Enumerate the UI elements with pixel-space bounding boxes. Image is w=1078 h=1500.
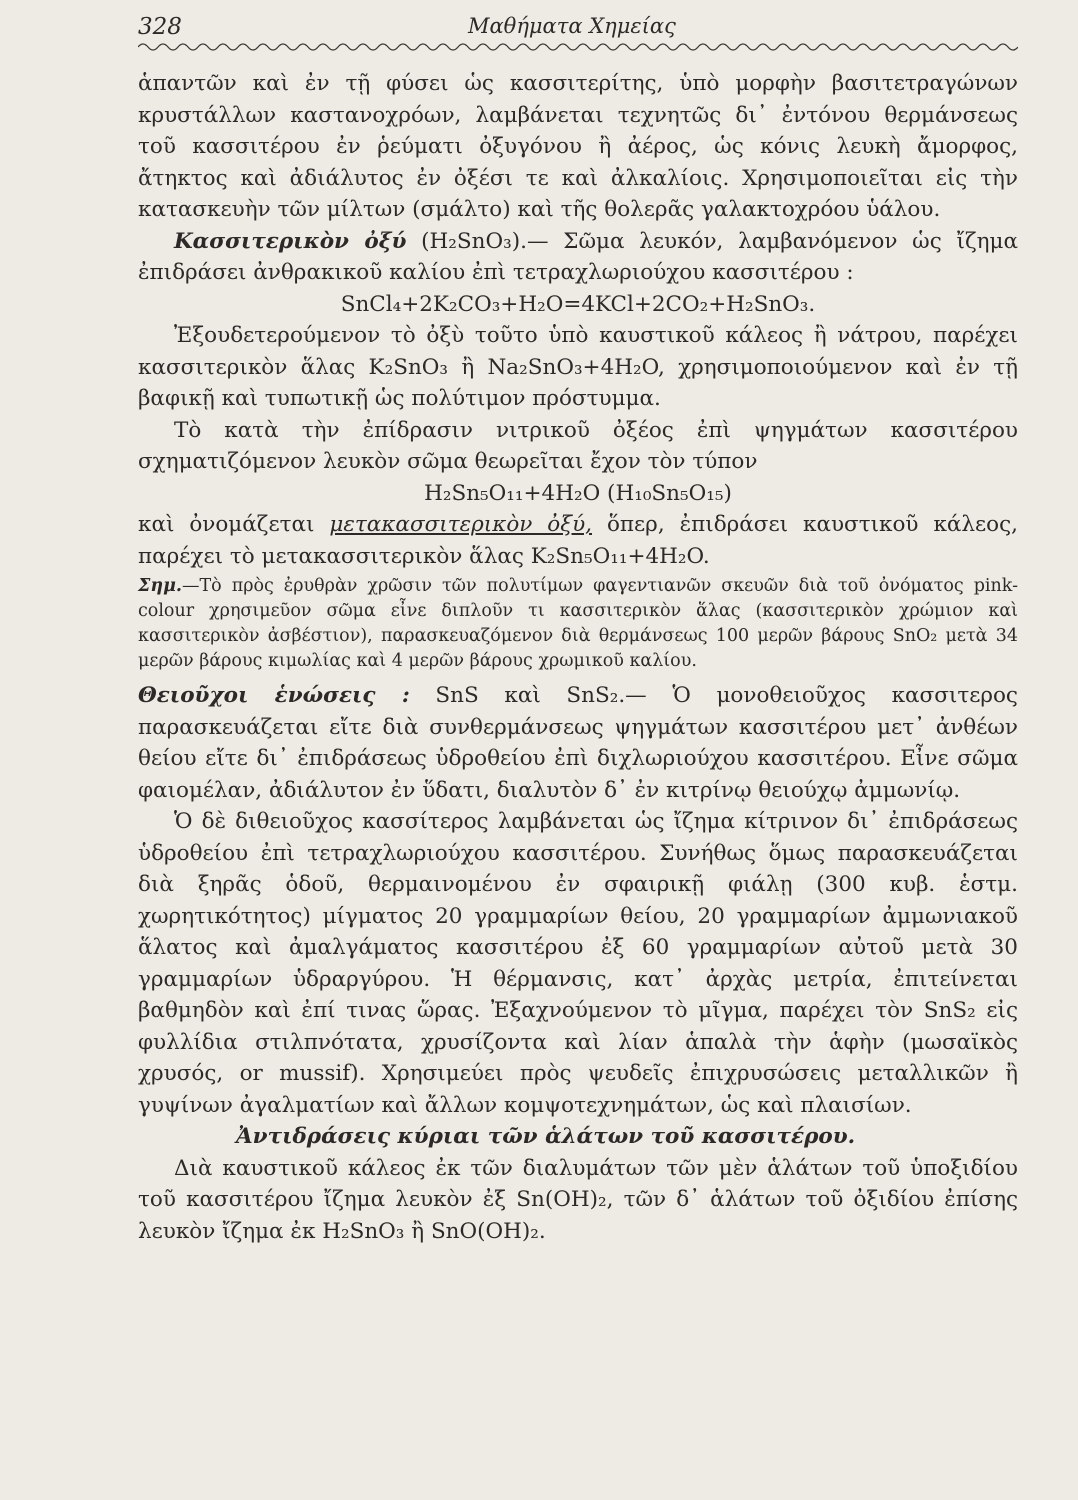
paragraph-sulfur-text: SnS καὶ SnS₂.— Ὁ μονοθειοῦχος κασσιτερος παρασκευάζεται εἴτε διὰ συνθερμάνσεως ψηγμάτων κασσιτέρου μετ᾽ ἀνθέων θείου εἴτε δι᾽ ἐπιδράσεως ὑδροθείου ἐπὶ διχλωριούχου κασσιτέρου. Εἶνε σῶμα φαιομέλαν, ἀδιάλυτον ἐν ὕδατι, διαλυτὸν δ᾽ ἐν κιτρίνῳ θειούχῳ ἀμμωνίῳ. [138, 683, 1018, 803]
note-text: —Τὸ πρὸς ἐρυθρὰν χρῶσιν τῶν πολυτίμων φαγεντιανῶν σκευῶν διὰ τοῦ ὀνόματος pink-colour χρησιμεῦον σῶμα εἶνε διπλοῦν τι κασσιτερικὸν ἅλας (κασσιτερικὸν χρώμιον καὶ κασσιτερικὸν ἀσβέστιον), παρασκευαζόμενον διὰ θερμάνσεως 100 μερῶν βάρους SnO₂ μετὰ 34 μερῶν βάρους κιμωλίας καὶ 4 μερῶν βάρους χρωμικοῦ καλίου. [138, 576, 1018, 671]
term-metastannic-acid: μετακασσιτερικὸν ὀξύ, [329, 512, 592, 537]
paragraph-cassiterite: ἁπαντῶν καὶ ἐν τῇ φύσει ὡς κασσιτερίτης, ὑπὸ μορφὴν βασιτετραγώνων κρυστάλλων καστανοχρόων, λαμβάνεται τεχνητῶς δι᾽ ἐντόνου θερμάνσεως τοῦ κασσιτέρου ἐν ῥεύματι ὀξυγόνου ἢ ἀέρος, ὡς κόνις λευκὴ ἄμορφος, ἄτηκτος καὶ ἀδιάλυτος ἐν ὀξέσι τε καὶ ἀλκαλίοις. Χρησιμοποιεῖται εἰς τὴν κατασκευὴν τῶν μίλτων (σμάλτο) καὶ τῆς θολερᾶς γαλακτοχρόου ὑάλου. [138, 71, 1018, 222]
paragraph-disulfide: Ὁ δὲ διθειοῦχος κασσίτερος λαμβάνεται ὡς ἴζημα κίτρινον δι᾽ ἐπιδράσεως ὑδροθείου ἐπὶ τετραχλωριούχου κασσιτέρου. Συνήθως ὅμως παρασκευάζεται διὰ ξηρᾶς ὁδοῦ, θερμαινομένου ἐν σφαιρικῇ φιάλῃ (300 κυβ. ἑστμ. χωρητικότητος) μίγματος 20 γραμμαρίων θείου, 20 γραμμαρίων ἀμμωνιακοῦ ἅλατος καὶ ἀμαλγάματος κασσιτέρου ἐξ 60 γραμμαρίων αὐτοῦ μετὰ 30 γραμμαρίων ὑδραργύρου. Ἡ θέρμανσις, κατ᾽ ἀρχὰς μετρία, ἐπιτείνεται βαθμηδὸν καὶ ἐπί τινας ὥρας. Ἐξαχνούμενον τὸ μῖγμα, παρέχει τὸν SnS₂ εἰς φυλλίδια στιλπνότατα, χρυσίζοντα καὶ λίαν ἁπαλὰ τὴν ἁφὴν (μωσαϊκὸς χρυσός, or mussif). Χρησιμεύει πρὸς ψευδεῖς ἐπιχρυσώσεις μεταλλικῶν ἢ γυψίνων ἀγαλματίων καὶ ἄλλων κομψοτεχνημάτων, ὡς καὶ πλαισίων. [138, 809, 1018, 1118]
term-stannic-acid: Κασσιτερικὸν ὀξύ [174, 228, 407, 254]
decorative-wavy-rule [138, 40, 1018, 54]
formula-stannic-acid: (H₂SnO₃). [421, 228, 527, 254]
section-title-reactions: Ἀντιδράσεις κύριαι τῶν ἁλάτων τοῦ κασσιτέρου. [236, 1124, 856, 1149]
equation-metastannic: H₂Sn₅O₁₁+4H₂O (H₁₀Sn₅O₁₅) [424, 480, 732, 506]
footnote-pink-colour [138, 574, 1018, 674]
paragraph-stannic-acid [138, 226, 1018, 289]
paragraph-nitric-action: Τὸ κατὰ τὴν ἐπίδρασιν νιτρικοῦ ὀξέος ἐπὶ ψηγμάτων κασσιτέρου σχηματιζόμενον λευκὸν σῶμα θεωρεῖται ἔχον τὸν τύπον [138, 417, 1018, 474]
running-title: Μαθήματα Χημείας [468, 14, 676, 38]
equation-stannic-acid: SnCl₄+2K₂CO₃+H₂O=4KCl+2CO₂+H₂SnO₃. [340, 291, 816, 317]
paragraph-caustic-reaction: Διὰ καυστικοῦ κάλεος ἐκ τῶν διαλυμάτων τῶν μὲν ἁλάτων τοῦ ὑποξιδίου τοῦ κασσιτέρου ἴζημα λευκὸν ἐξ Sn(OH)₂, τῶν δ᾽ ἁλάτων τοῦ ὀξιδίου ἐπίσης λευκὸν ἴζημα ἐκ H₂SnO₃ ἢ SnO(OH)₂. [138, 1155, 1018, 1244]
paragraph-stannic-acid-text: — Σῶμα λευκόν, λαμβανόμενον ὡς ἴζημα ἐπιδράσει ἀνθρακικοῦ καλίου ἐπὶ τετραχλωριούχου κασσιτέρου : [138, 228, 1018, 285]
term-sulfur-compounds: Θειοῦχοι ἑνώσεις : [138, 683, 410, 708]
paragraph-metastannic-text-b: ὅπερ, ἐπιδράσει καυστικοῦ κάλεος, παρέχει τὸ μετακασσιτερικὸν ἅλας K₂Sn₅O₁₁+4H₂O. [138, 512, 1018, 569]
page-number: 328 [138, 14, 182, 40]
paragraph-neutralization: Ἐξουδετερούμενον τὸ ὀξὺ τοῦτο ὑπὸ καυστικοῦ κάλεος ἢ νάτρου, παρέχει κασσιτερικὸν ἅλας K₂SnO₃ ἢ Na₂SnO₃+4H₂O, χρησιμοποιούμενον καὶ ἐν τῇ βαφικῇ καὶ τυπωτικῇ ὡς πολύτιμον πρόστυμμα. [138, 323, 1018, 411]
paragraph-sulfur-compounds [138, 680, 1018, 806]
note-label: Σημ. [138, 576, 182, 596]
paragraph-metastannic-acid [138, 509, 1018, 572]
page-body [138, 68, 1018, 1247]
paragraph-metastannic-text-a: καὶ ὀνομάζεται [138, 512, 330, 537]
